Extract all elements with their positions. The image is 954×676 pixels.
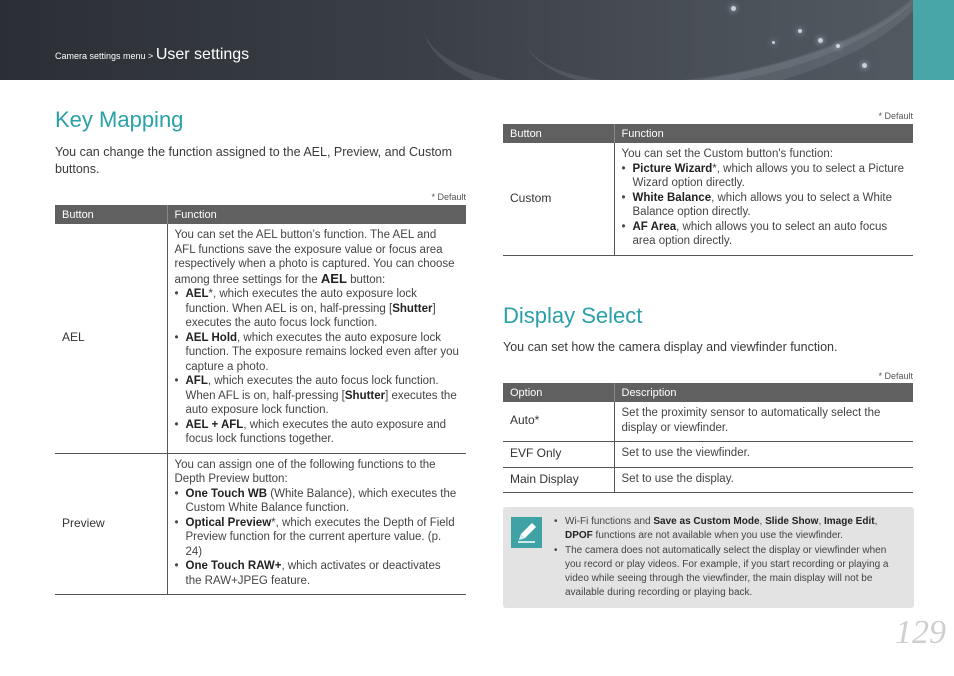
key-mapping-title: Key Mapping	[55, 107, 184, 132]
key-mapping-table	[55, 205, 466, 595]
key-mapping-intro: You can change the function assigned to the AEL, Preview, and Custom buttons.	[55, 145, 453, 176]
custom-description	[614, 143, 913, 255]
list-item: • AEL*, which executes the auto exposure lock function. When AEL is on, half-pressing [Shutter] executes the auto focus lock function.	[175, 287, 460, 331]
list-item: • One Touch WB (White Balance), which executes the Custom White Balance function.	[175, 487, 460, 516]
header-sparkle	[836, 44, 840, 48]
custom-options-list	[622, 162, 907, 249]
table-row	[503, 143, 913, 255]
ael-intro: You can set the AEL button’s function. The AEL and AFL functions save the exposure value or focus area respectively when a photo is captured. You can choose among three settings for the AEL button:	[174, 229, 455, 286]
ael-description	[167, 224, 466, 453]
header-decoration	[507, 0, 953, 80]
list-item: • AEL Hold, which executes the auto exposure lock function. The exposure remains locked even after you capture a photo.	[175, 331, 460, 375]
display-select-table	[503, 383, 913, 493]
table-header-row	[503, 383, 913, 402]
table-row	[55, 453, 466, 595]
ael-options-list	[175, 287, 460, 447]
column-header-function: Function	[614, 124, 913, 143]
option-description: Set the proximity sensor to automatically select the display or viewfinder.	[614, 402, 913, 442]
list-item: • White Balance, which allows you to select a White Balance option directly.	[622, 191, 907, 220]
header-sparkle	[798, 29, 802, 33]
option-description: Set to use the display.	[614, 467, 913, 493]
list-item: • AEL + AFL, which executes the auto exposure and focus lock functions together.	[175, 418, 460, 447]
column-header-description: Description	[614, 383, 913, 402]
list-item: • One Touch RAW+, which activates or deactivates the RAW+JPEG feature.	[175, 559, 460, 588]
list-item: • AFL, which executes the auto focus lock function. When AFL is on, half-pressing [Shutter] executes the auto exposure lock function.	[175, 374, 460, 418]
note-box	[503, 507, 914, 608]
page-number: 129	[895, 614, 946, 651]
default-note: * Default	[878, 111, 913, 121]
ael-icon: AEL	[320, 270, 347, 286]
default-note: * Default	[878, 371, 913, 381]
note-list	[554, 515, 904, 601]
list-item: • Picture Wizard*, which allows you to select a Picture Wizard option directly.	[622, 162, 907, 191]
table-row	[503, 402, 913, 442]
display-select-title: Display Select	[503, 303, 643, 328]
custom-intro: You can set the Custom button's function:	[621, 148, 833, 160]
note-item: • Wi-Fi functions and Save as Custom Mode, Slide Show, Image Edit, DPOF functions are not available when you use the viewfinder.	[554, 515, 904, 543]
list-item: • Optical Preview*, which executes the Depth of Field Preview function for the current aperture value. (p. 24)	[175, 516, 460, 560]
ael-label: AEL	[55, 224, 167, 453]
default-note: * Default	[431, 192, 466, 202]
pencil-note-icon	[511, 517, 542, 548]
header-sparkle	[862, 63, 867, 68]
page-header	[0, 0, 954, 80]
header-sparkle	[731, 6, 736, 11]
column-header-option: Option	[503, 383, 614, 402]
table-row	[503, 442, 913, 468]
column-header-button: Button	[503, 124, 614, 143]
note-item: • The camera does not automatically select the display or viewfinder when you record or play videos. For example, if you start recording or playing a video while seeing through the viewfinder, the main display will not be available during recording or playing back.	[554, 544, 904, 600]
breadcrumb-current: User settings	[155, 46, 250, 63]
table-header-row	[503, 124, 913, 143]
display-select-intro: You can set how the camera display and viewfinder function.	[503, 340, 838, 354]
custom-label: Custom	[503, 143, 614, 255]
list-item: • AF Area, which allows you to select an auto focus area option directly.	[622, 220, 907, 249]
preview-intro: You can assign one of the following functions to the Depth Preview button:	[174, 458, 436, 485]
header-sparkle	[772, 41, 775, 44]
custom-key-table	[503, 124, 913, 256]
option-auto: Auto*	[503, 402, 614, 442]
table-row	[503, 467, 913, 493]
preview-description	[167, 453, 466, 595]
table-row	[55, 224, 466, 453]
breadcrumb-section[interactable]: Camera settings menu >	[55, 51, 156, 61]
header-accent-tab	[913, 0, 954, 80]
option-description: Set to use the viewfinder.	[614, 442, 913, 468]
option-evf-only: EVF Only	[503, 442, 614, 468]
preview-options-list	[175, 487, 460, 589]
preview-label: Preview	[55, 453, 167, 595]
header-sparkle	[818, 38, 823, 43]
table-header-row	[55, 205, 466, 224]
option-main-display: Main Display	[503, 467, 614, 493]
column-header-function: Function	[167, 205, 466, 224]
breadcrumb	[55, 46, 249, 64]
column-header-button: Button	[55, 205, 167, 224]
